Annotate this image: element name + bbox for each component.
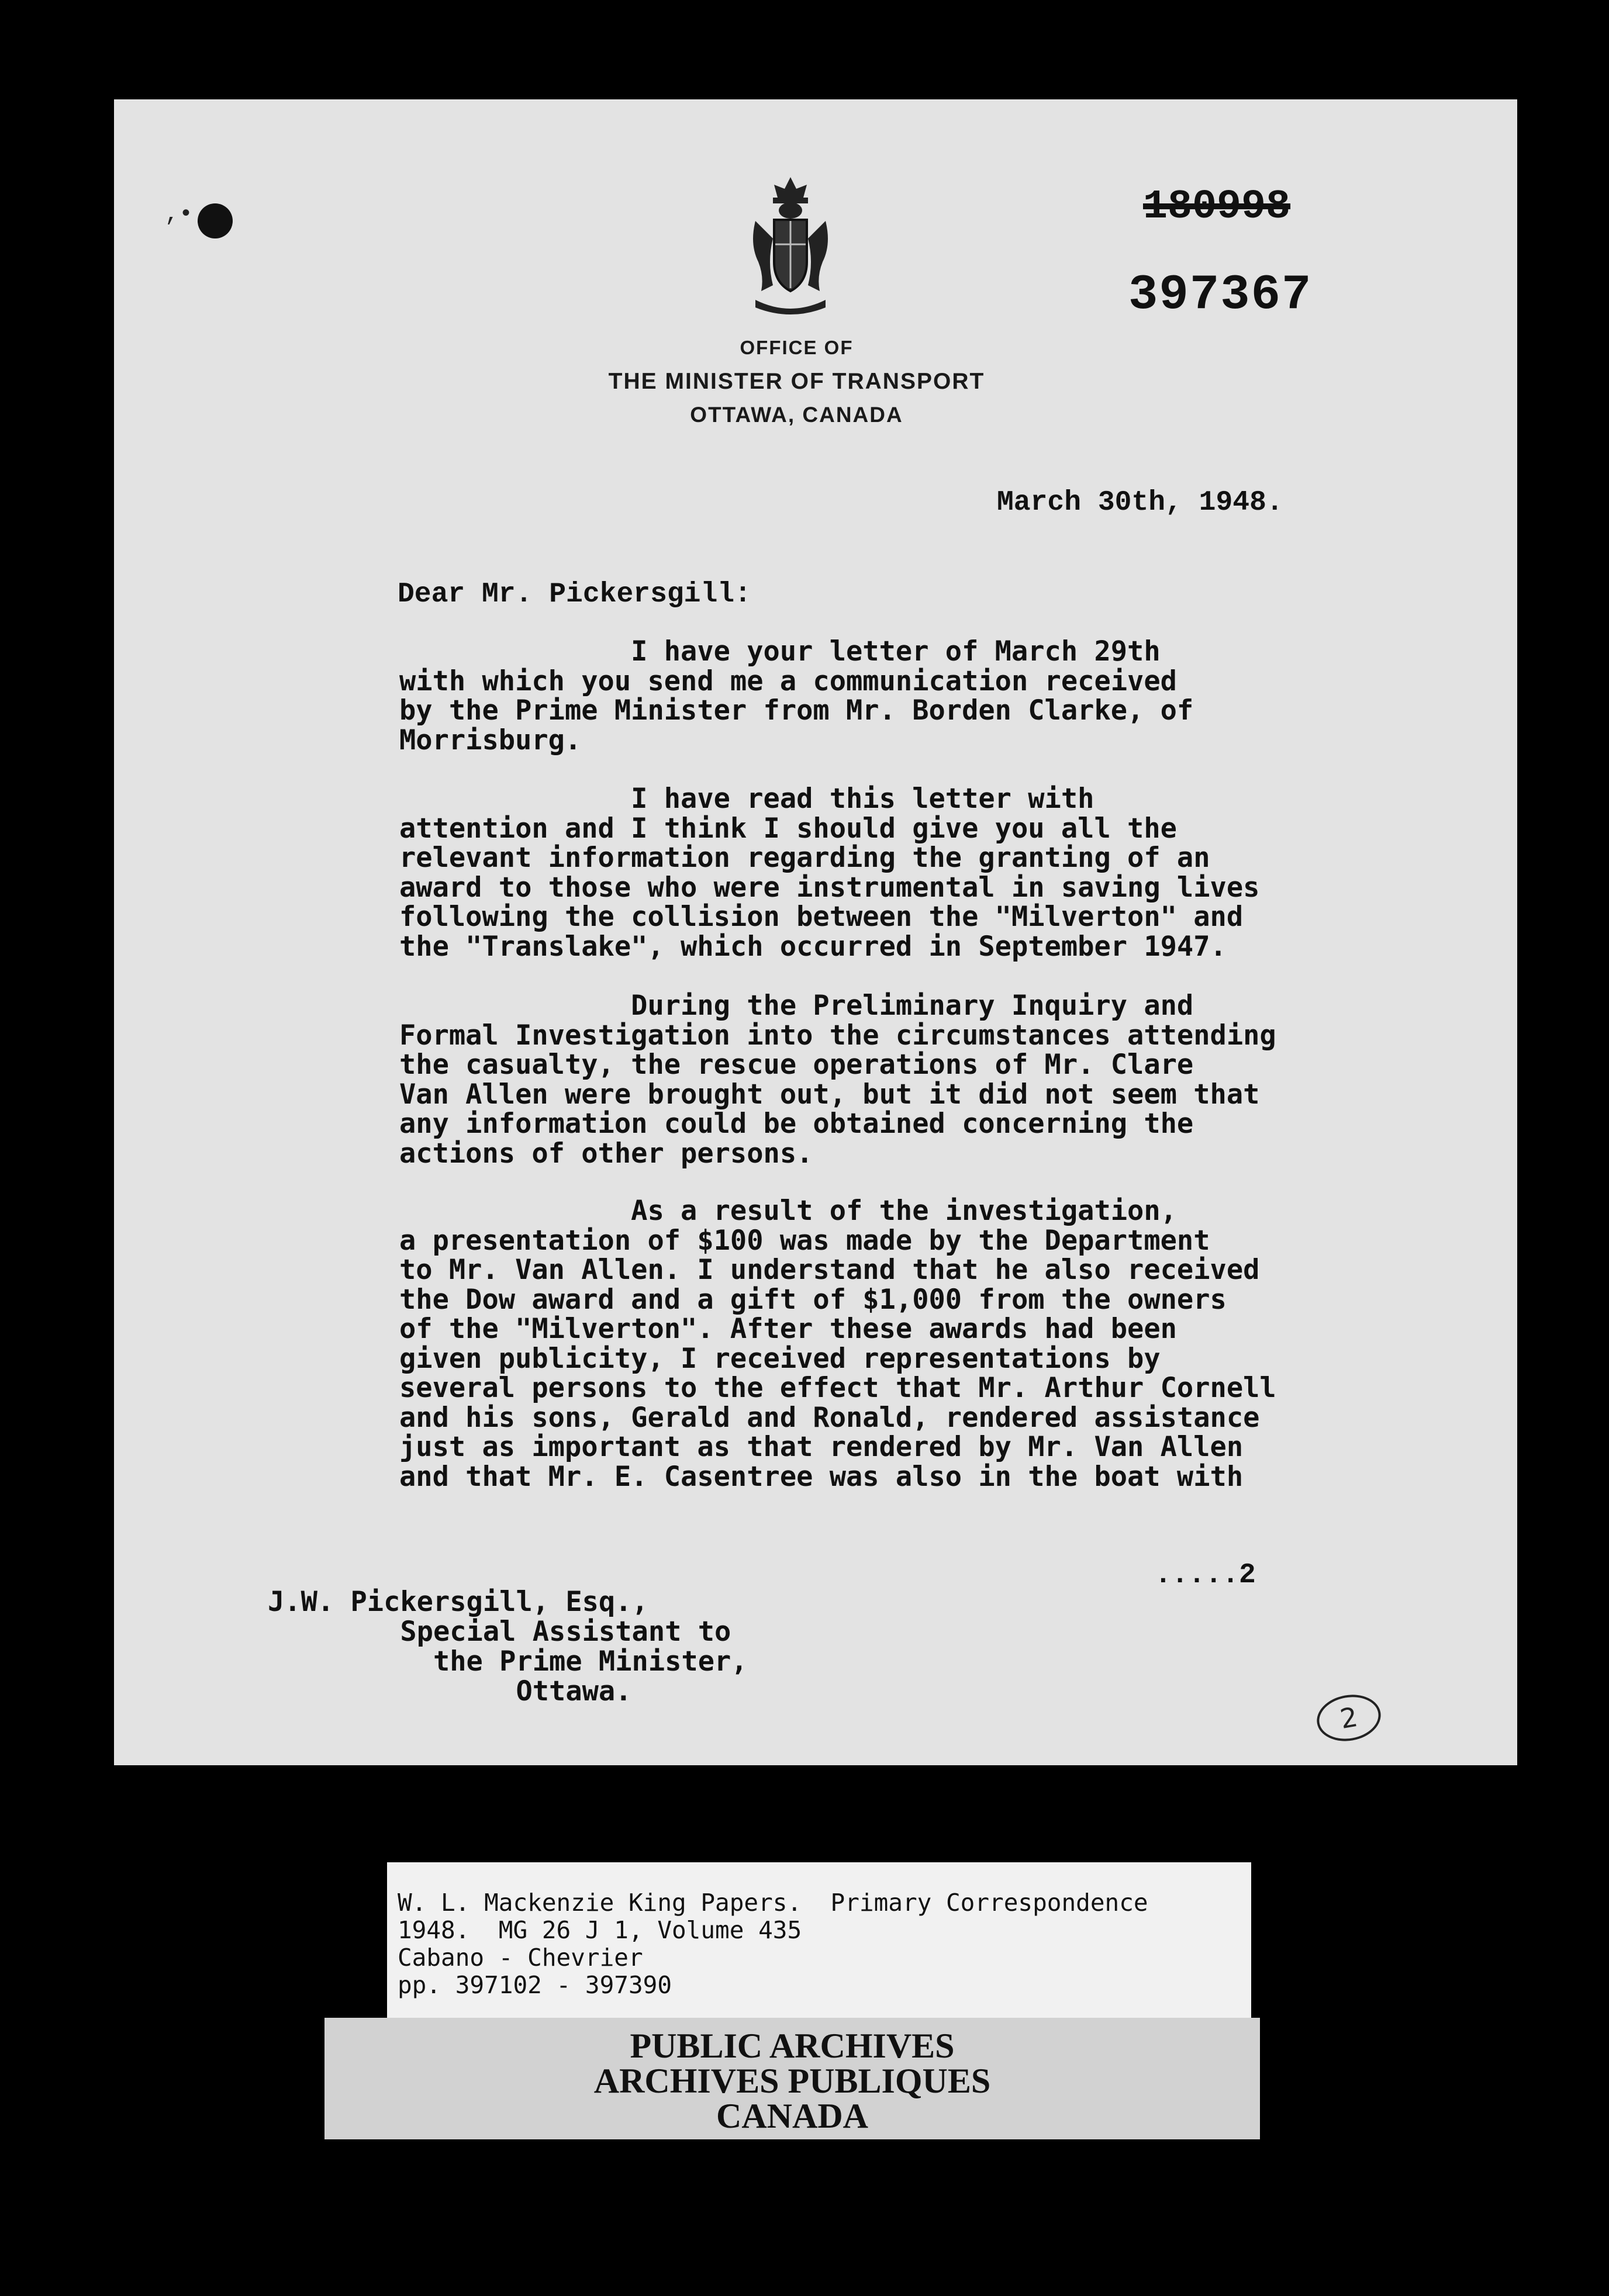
archive-stamp-line: ARCHIVES PUBLIQUES xyxy=(593,2062,991,2100)
crossed-out-file-number: 180998 xyxy=(1143,184,1291,230)
page-number-mark: 2 xyxy=(1313,1690,1384,1746)
letterhead xyxy=(526,330,1067,432)
body-paragraph: I have read this letter with attention and I think I should give you all the relevant information regarding the granting of an award to those who were instrumental in saving lives following the collision between the "Milverton" and the "Translake", which occurred in September 1947. xyxy=(399,783,1260,963)
coat-of-arms-icon xyxy=(738,174,843,320)
body-paragraph: As a result of the investigation, a presentation of $100 was made by the Department to Mr. Van Allen. I understand that he also received the Dow award and a gift of $1,000 from the owners of the "Milverton". After these awards had been given publicity, I received representations by several persons to the effect that Mr. Arthur Cornell and his sons, Gerald and Ronald, rendered assistance just as important as that rendered by Mr. Van Allen and that Mr. E. Casentree was also in the boat with xyxy=(399,1195,1276,1493)
letter-date: March 30th, 1948. xyxy=(997,487,1283,518)
file-number: 397367 xyxy=(1128,268,1313,323)
letterhead-minister: THE MINISTER OF TRANSPORT xyxy=(608,369,985,394)
addressee-block: J.W. Pickersgill, Esq., Special Assistant to the Prime Minister, Ottawa. xyxy=(268,1586,748,1707)
archive-label xyxy=(387,1862,1251,2018)
archive-label-text: W. L. Mackenzie King Papers. Primary Correspondence 1948. MG 26 J 1, Volume 435 Cabano - Chevrier pp. 397102 - 397390 xyxy=(398,1889,1148,1999)
body-paragraph: During the Preliminary Inquiry and Formal Investigation into the circumstances attending the casualty, the rescue operations of Mr. Clare Van Allen were brought out, but it did not seem that any information could be obtained concerning the actions of other persons. xyxy=(399,990,1276,1170)
letterhead-location: OTTAWA, CANADA xyxy=(690,403,903,427)
continued-marker: .....2 xyxy=(1155,1560,1256,1591)
salutation: Dear Mr. Pickersgill: xyxy=(398,579,751,610)
archive-stamp xyxy=(324,2018,1260,2139)
body-paragraph: I have your letter of March 29th with which you send me a communication received by the Prime Minister from Mr. Borden Clarke, of Morrisburg. xyxy=(399,635,1194,756)
letterhead-office: OFFICE OF xyxy=(740,337,854,358)
archive-stamp-line: PUBLIC ARCHIVES xyxy=(630,2027,955,2065)
archive-stamp-line: CANADA xyxy=(716,2097,868,2135)
ink-speck: ,• xyxy=(165,202,194,228)
punch-hole xyxy=(198,203,233,238)
